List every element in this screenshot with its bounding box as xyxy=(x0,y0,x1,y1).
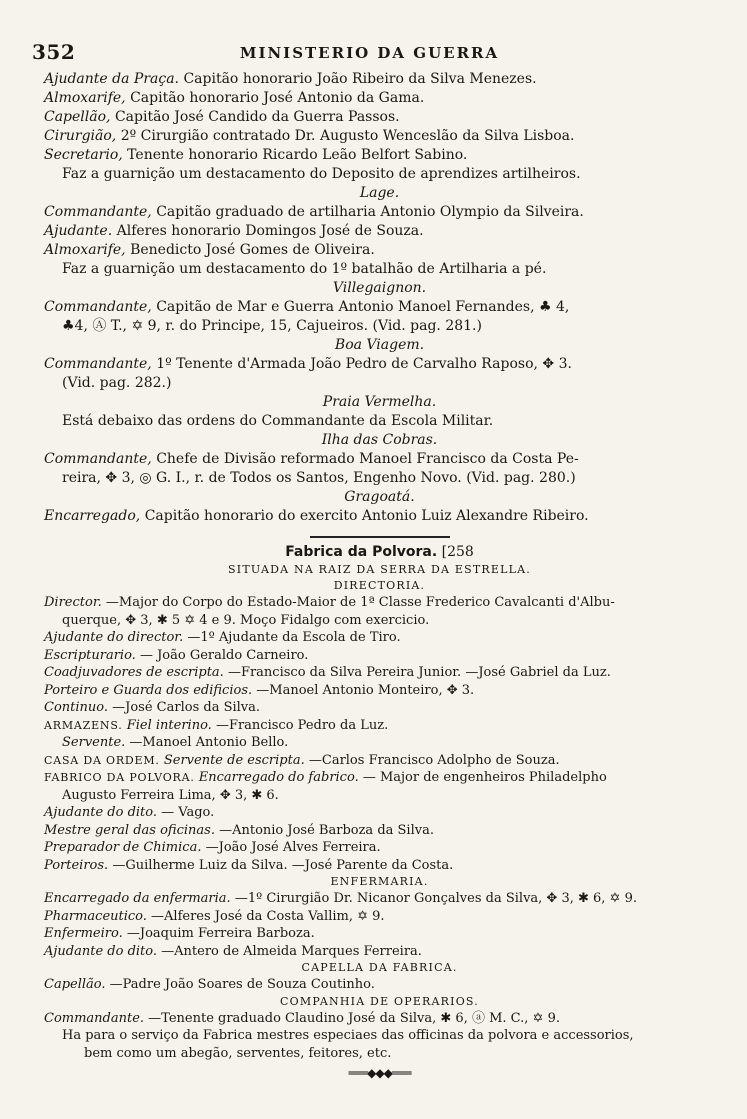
entry-label: Ajudante da Praça. xyxy=(44,71,180,87)
entry-label: Commandante, xyxy=(44,204,152,220)
section-heading: Villegaignon. xyxy=(332,280,427,296)
entry-text: —Antero de Almeida Marques Ferreira. xyxy=(157,943,422,959)
entry-line xyxy=(44,647,703,665)
entry-line xyxy=(44,507,703,526)
entry-label: Preparador de Chimica. xyxy=(44,840,202,855)
section-heading: Boa Viagem. xyxy=(334,337,425,353)
entry-label: Secretario, xyxy=(44,147,123,163)
entry-text: —Guilherme Luiz da Silva. —José Parente da Costa. xyxy=(108,857,454,873)
entry-line xyxy=(44,890,703,908)
section-heading: Praia Vermelha. xyxy=(322,394,437,410)
entry-line xyxy=(44,908,703,926)
entry-label: Commandante. xyxy=(44,1010,145,1026)
fabrica-location: SITUADA NA RAIZ DA SERRA DA ESTRELLA. xyxy=(228,563,531,576)
entry-text: Benedicto José Gomes de Oliveira. xyxy=(125,242,375,258)
entry-label: Enfermeiro. xyxy=(44,926,123,941)
entry-text: — Major de engenheiros Philadelpho xyxy=(358,770,607,785)
entry-text: —Manoel Antonio Monteiro, ✥ 3. xyxy=(252,682,475,698)
section-divider xyxy=(310,536,450,538)
entry-text: —Antonio José Barboza da Silva. xyxy=(214,822,434,838)
directoria-heading: DIRECTORIA. xyxy=(333,579,426,592)
entry-label: Capellão, xyxy=(44,109,111,125)
entry-continuation: reira, ✥ 3, ◎ G. I., r. de Todos os Santos, Engenho Novo. (Vid. pag. 280.) xyxy=(62,470,576,486)
entry-label: Continuo. xyxy=(44,700,109,715)
entry-label: Ajudante do dito. xyxy=(44,943,158,959)
department-label: FABRICO DA POLVORA. xyxy=(44,771,195,784)
page-number: 352 xyxy=(32,40,76,64)
entry-line xyxy=(44,355,703,374)
entry-text: —1º Cirurgião Dr. Nicanor Gonçalves da Silva, ✥ 3, ✱ 6, ✡ 9. xyxy=(230,891,637,906)
entry-label: Capellão. xyxy=(44,977,106,992)
entry-line xyxy=(44,717,703,735)
entry-line xyxy=(44,752,703,770)
entry-text: —José Carlos da Silva. xyxy=(108,700,261,715)
page-header xyxy=(32,40,707,64)
enfermaria-heading: ENFERMARIA. xyxy=(330,875,429,888)
running-title: MINISTERIO DA GUERRA xyxy=(239,44,500,62)
entry-label: Encarregado do fabrico. xyxy=(198,770,359,785)
entry-line xyxy=(44,222,703,241)
entry-text: —Manoel Antonio Bello. xyxy=(125,735,289,750)
section-praia-vermelha xyxy=(56,393,703,431)
entry-text: —Joaquim Ferreira Barboza. xyxy=(122,926,315,941)
entry-label: Almoxarife, xyxy=(44,242,126,258)
entry-label: Escripturario. xyxy=(44,647,136,663)
entry-line xyxy=(44,146,703,165)
entry-label: Pharmaceutico. xyxy=(44,908,147,924)
entry-line xyxy=(44,127,703,146)
entry-label: Ajudante do director. xyxy=(44,630,184,645)
companhia-note: Ha para o serviço da Fabrica mestres especiaes das officinas da polvora e accessorios, xyxy=(62,1028,634,1043)
entry-text: Alferes honorario Domingos José de Souza. xyxy=(112,223,424,239)
entry-label: Mestre geral das oficinas. xyxy=(44,822,215,838)
entry-line xyxy=(44,70,703,89)
section-heading: Ilha das Cobras. xyxy=(321,432,438,448)
entry-line xyxy=(44,925,703,943)
section-companhia xyxy=(44,994,703,1063)
entry-line xyxy=(62,734,703,752)
entry-text: Chefe de Divisão reformado Manoel Francisco da Costa Pe- xyxy=(151,451,579,467)
entry-text: —Alferes José da Costa Vallim, ✡ 9. xyxy=(146,908,385,924)
entry-line xyxy=(44,594,703,612)
entry-continuation: (Vid. pag. 282.) xyxy=(62,375,172,391)
entry-label: Coadjuvadores de escripta. xyxy=(44,665,224,680)
capella-heading: CAPELLA DA FABRICA. xyxy=(301,961,458,974)
entry-label: Encarregado da enfermaria. xyxy=(44,891,231,906)
entry-text: —Major do Corpo do Estado-Maior de 1ª Classe Frederico Cavalcanti d'Albu- xyxy=(101,595,615,610)
entry-text: Capitão honorario João Ribeiro da Silva Menezes. xyxy=(179,71,537,87)
section-villegaignon xyxy=(44,279,703,336)
garrison-note: Faz a guarnição um destacamento do 1º batalhão de Artilharia a pé. xyxy=(62,261,547,277)
entry-line xyxy=(44,450,703,469)
section-heading: Lage. xyxy=(359,185,400,201)
entry-label: Ajudante do dito. xyxy=(44,805,158,820)
entry-line xyxy=(44,203,703,222)
fabrica-heading xyxy=(56,542,703,562)
entry-text: —Tenente graduado Claudino José da Silva, ✱ 6, ⓐ M. C., ✡ 9. xyxy=(144,1010,560,1026)
entry-line xyxy=(44,89,703,108)
entry-text: Capitão honorario José Antonio da Gama. xyxy=(125,90,425,106)
entry-label: Servente de escripta. xyxy=(163,752,305,768)
entry-label: Commandante, xyxy=(44,299,152,315)
section-heading: Gragoatá. xyxy=(344,489,415,505)
section-note: Está debaixo das ordens do Commandante da Escola Militar. xyxy=(62,413,494,429)
entry-label: Encarregado, xyxy=(44,508,141,524)
fabrica-title: Fabrica da Polvora. xyxy=(285,544,438,560)
entry-text: Capitão José Candido da Guerra Passos. xyxy=(110,109,400,125)
entry-label: Porteiros. xyxy=(44,857,109,873)
entry-line xyxy=(44,857,703,875)
entry-line xyxy=(44,699,703,717)
entry-text: —João José Alves Ferreira. xyxy=(201,840,381,855)
entry-continuation: querque, ✥ 3, ✱ 5 ✡ 4 e 9. Moço Fidalgo com exercicio. xyxy=(62,612,430,628)
entry-text: — João Geraldo Carneiro. xyxy=(135,647,309,663)
entry-text: —Francisco Pedro da Luz. xyxy=(211,717,389,733)
entry-text: — Vago. xyxy=(157,805,215,820)
entry-text: —Padre João Soares de Souza Coutinho. xyxy=(105,977,375,992)
section-gragoata xyxy=(44,488,703,526)
entry-text: Capitão honorario do exercito Antonio Luiz Alexandre Ribeiro. xyxy=(140,508,589,524)
entry-text: —Carlos Francisco Adolpho de Souza. xyxy=(304,752,560,768)
entry-text: —Francisco da Silva Pereira Junior. —José Gabriel da Luz. xyxy=(223,665,611,680)
entry-line xyxy=(44,769,703,787)
entry-label: Commandante, xyxy=(44,451,152,467)
entry-label: Servente. xyxy=(62,735,126,750)
department-label: CASA DA ORDEM. xyxy=(44,753,160,767)
entry-label: Director. xyxy=(44,595,102,610)
fabrica-number: [258 xyxy=(441,544,474,560)
section-ilha-das-cobras xyxy=(44,431,703,488)
entry-line xyxy=(44,822,703,840)
entry-label: Cirurgião, xyxy=(44,128,117,144)
entry-line xyxy=(44,804,703,822)
entry-label: Almoxarife, xyxy=(44,90,126,106)
entry-line xyxy=(44,108,703,127)
entry-line xyxy=(44,682,703,700)
block1 xyxy=(44,70,703,184)
section-lage xyxy=(44,184,703,279)
entry-label: Fiel interino. xyxy=(126,717,212,733)
companhia-note-continuation: bem como um abegão, serventes, feitores, etc. xyxy=(84,1045,392,1061)
entry-line xyxy=(44,1010,703,1028)
section-fabrica xyxy=(44,542,703,874)
entry-continuation: Augusto Ferreira Lima, ✥ 3, ✱ 6. xyxy=(62,787,279,803)
entry-text: Tenente honorario Ricardo Leão Belfort Sabino. xyxy=(122,147,468,163)
entry-line xyxy=(44,976,703,994)
section-enfermaria xyxy=(44,874,703,960)
page-body xyxy=(44,70,703,1080)
end-ornament: ═══◆◆◆═══ xyxy=(348,1066,411,1080)
entry-text: 1º Tenente d'Armada João Pedro de Carvalho Raposo, ✥ 3. xyxy=(151,356,572,372)
entry-continuation: ♣4, Ⓐ T., ✡ 9, r. do Principe, 15, Cajueiros. (Vid. pag. 281.) xyxy=(62,318,482,334)
entry-line xyxy=(44,241,703,260)
entry-text: Capitão de Mar e Guerra Antonio Manoel Fernandes, ♣ 4, xyxy=(151,299,570,315)
entry-text: —1º Ajudante da Escola de Tiro. xyxy=(183,630,401,645)
entry-line xyxy=(44,839,703,857)
entry-line xyxy=(44,298,703,317)
section-capella xyxy=(44,960,703,994)
department-label: ARMAZENS. xyxy=(44,718,123,732)
entry-text: Capitão graduado de artilharia Antonio Olympio da Silveira. xyxy=(151,204,584,220)
companhia-heading: COMPANHIA DE OPERARIOS. xyxy=(280,994,479,1008)
entry-text: 2º Cirurgião contratado Dr. Augusto Wenceslão da Silva Lisboa. xyxy=(116,128,575,144)
entry-line xyxy=(44,943,703,961)
entry-label: Commandante, xyxy=(44,356,152,372)
entry-line xyxy=(44,629,703,647)
section-boa-viagem xyxy=(44,336,703,393)
entry-label: Ajudante. xyxy=(44,223,113,239)
entry-label: Porteiro e Guarda dos edificios. xyxy=(44,682,253,698)
garrison-note: Faz a guarnição um destacamento do Deposito de aprendizes artilheiros. xyxy=(62,166,581,182)
entry-line xyxy=(44,664,703,682)
